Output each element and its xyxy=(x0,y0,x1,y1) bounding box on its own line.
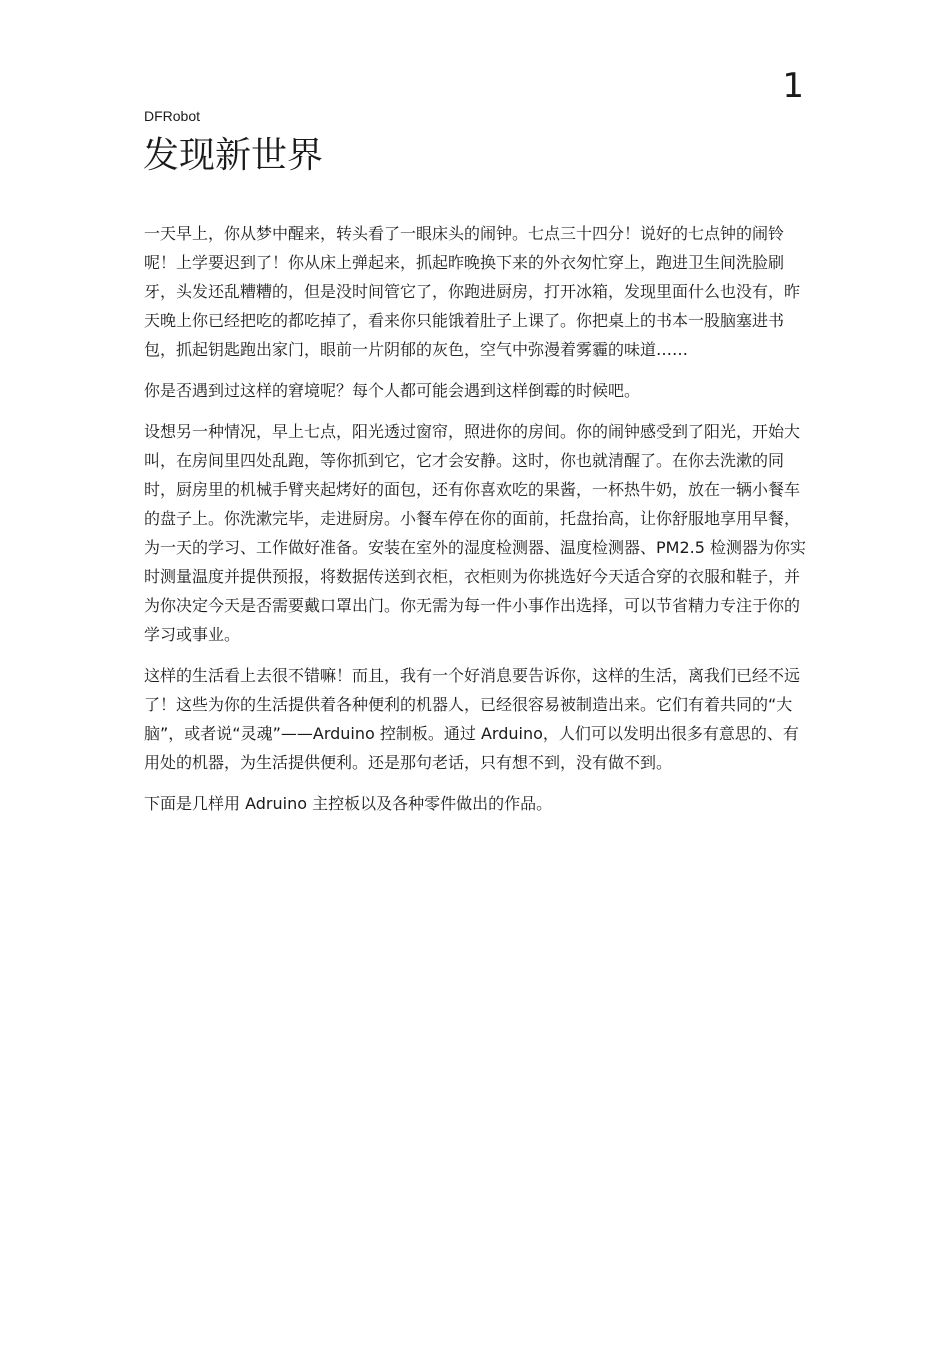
page-number: 1 xyxy=(782,66,804,106)
paragraph-arduino-intro: 这样的生活看上去很不错嘛！而且，我有一个好消息要告诉你，这样的生活，离我们已经不远了！这些为你的生活提供着各种便利的机器人，已经很容易被制造出来。它们有着共同的“大脑”，或者说“灵魂”——Arduino 控制板。通过 Arduino，人们可以发明出很多有意思的、有用处的机器，为生活提供便利。还是那句老话，只有想不到，没有做不到。 xyxy=(144,666,801,772)
body-text xyxy=(144,219,806,830)
paragraph-question: 你是否遇到过这样的窘境呢？每个人都可能会遇到这样倒霉的时候吧。 xyxy=(144,381,641,400)
page-title: 发现新世界 xyxy=(143,135,324,176)
paragraph-projects-lead: 下面是几样用 Adruino 主控板以及各种零件做出的作品。 xyxy=(144,794,553,813)
brand-label: DFRobot xyxy=(144,108,201,124)
paragraph-intro-morning: 一天早上，你从梦中醒来，转头看了一眼床头的闹钟。七点三十四分！说好的七点钟的闹铃呢！上学要迟到了！你从床上弹起来，抓起昨晚换下来的外衣匆忙穿上，跑进卫生间洗脸刷牙，头发还乱糟糟的，但是没时间管它了，你跑进厨房，打开冰箱，发现里面什么也没有，昨天晚上你已经把吃的都吃掉了，看来你只能饿着肚子上课了。你把桌上的书本一股脑塞进书包，抓起钥匙跑出家门，眼前一片阴郁的灰色，空气中弥漫着雾霾的味道…… xyxy=(144,224,801,359)
paragraph-imagine-scenario: 设想另一种情况，早上七点，阳光透过窗帘，照进你的房间。你的闹钟感受到了阳光，开始大叫，在房间里四处乱跑，等你抓到它，它才会安静。这时，你也就清醒了。在你去洗漱的同时，厨房里的机械手臂夹起烤好的面包，还有你喜欢吃的果酱，一杯热牛奶，放在一辆小餐车的盘子上。你洗漱完毕，走进厨房。小餐车停在你的面前，托盘抬高，让你舒服地享用早餐，为一天的学习、工作做好准备。安装在室外的湿度检测器、温度检测器、PM2.5 检测器为你实时测量温度并提供预报，将数据传送到衣柜，衣柜则为你挑选好今天适合穿的衣服和鞋子，并为你决定今天是否需要戴口罩出门。你无需为每一件小事作出选择，可以节省精力专注于你的学习或事业。 xyxy=(144,422,806,644)
